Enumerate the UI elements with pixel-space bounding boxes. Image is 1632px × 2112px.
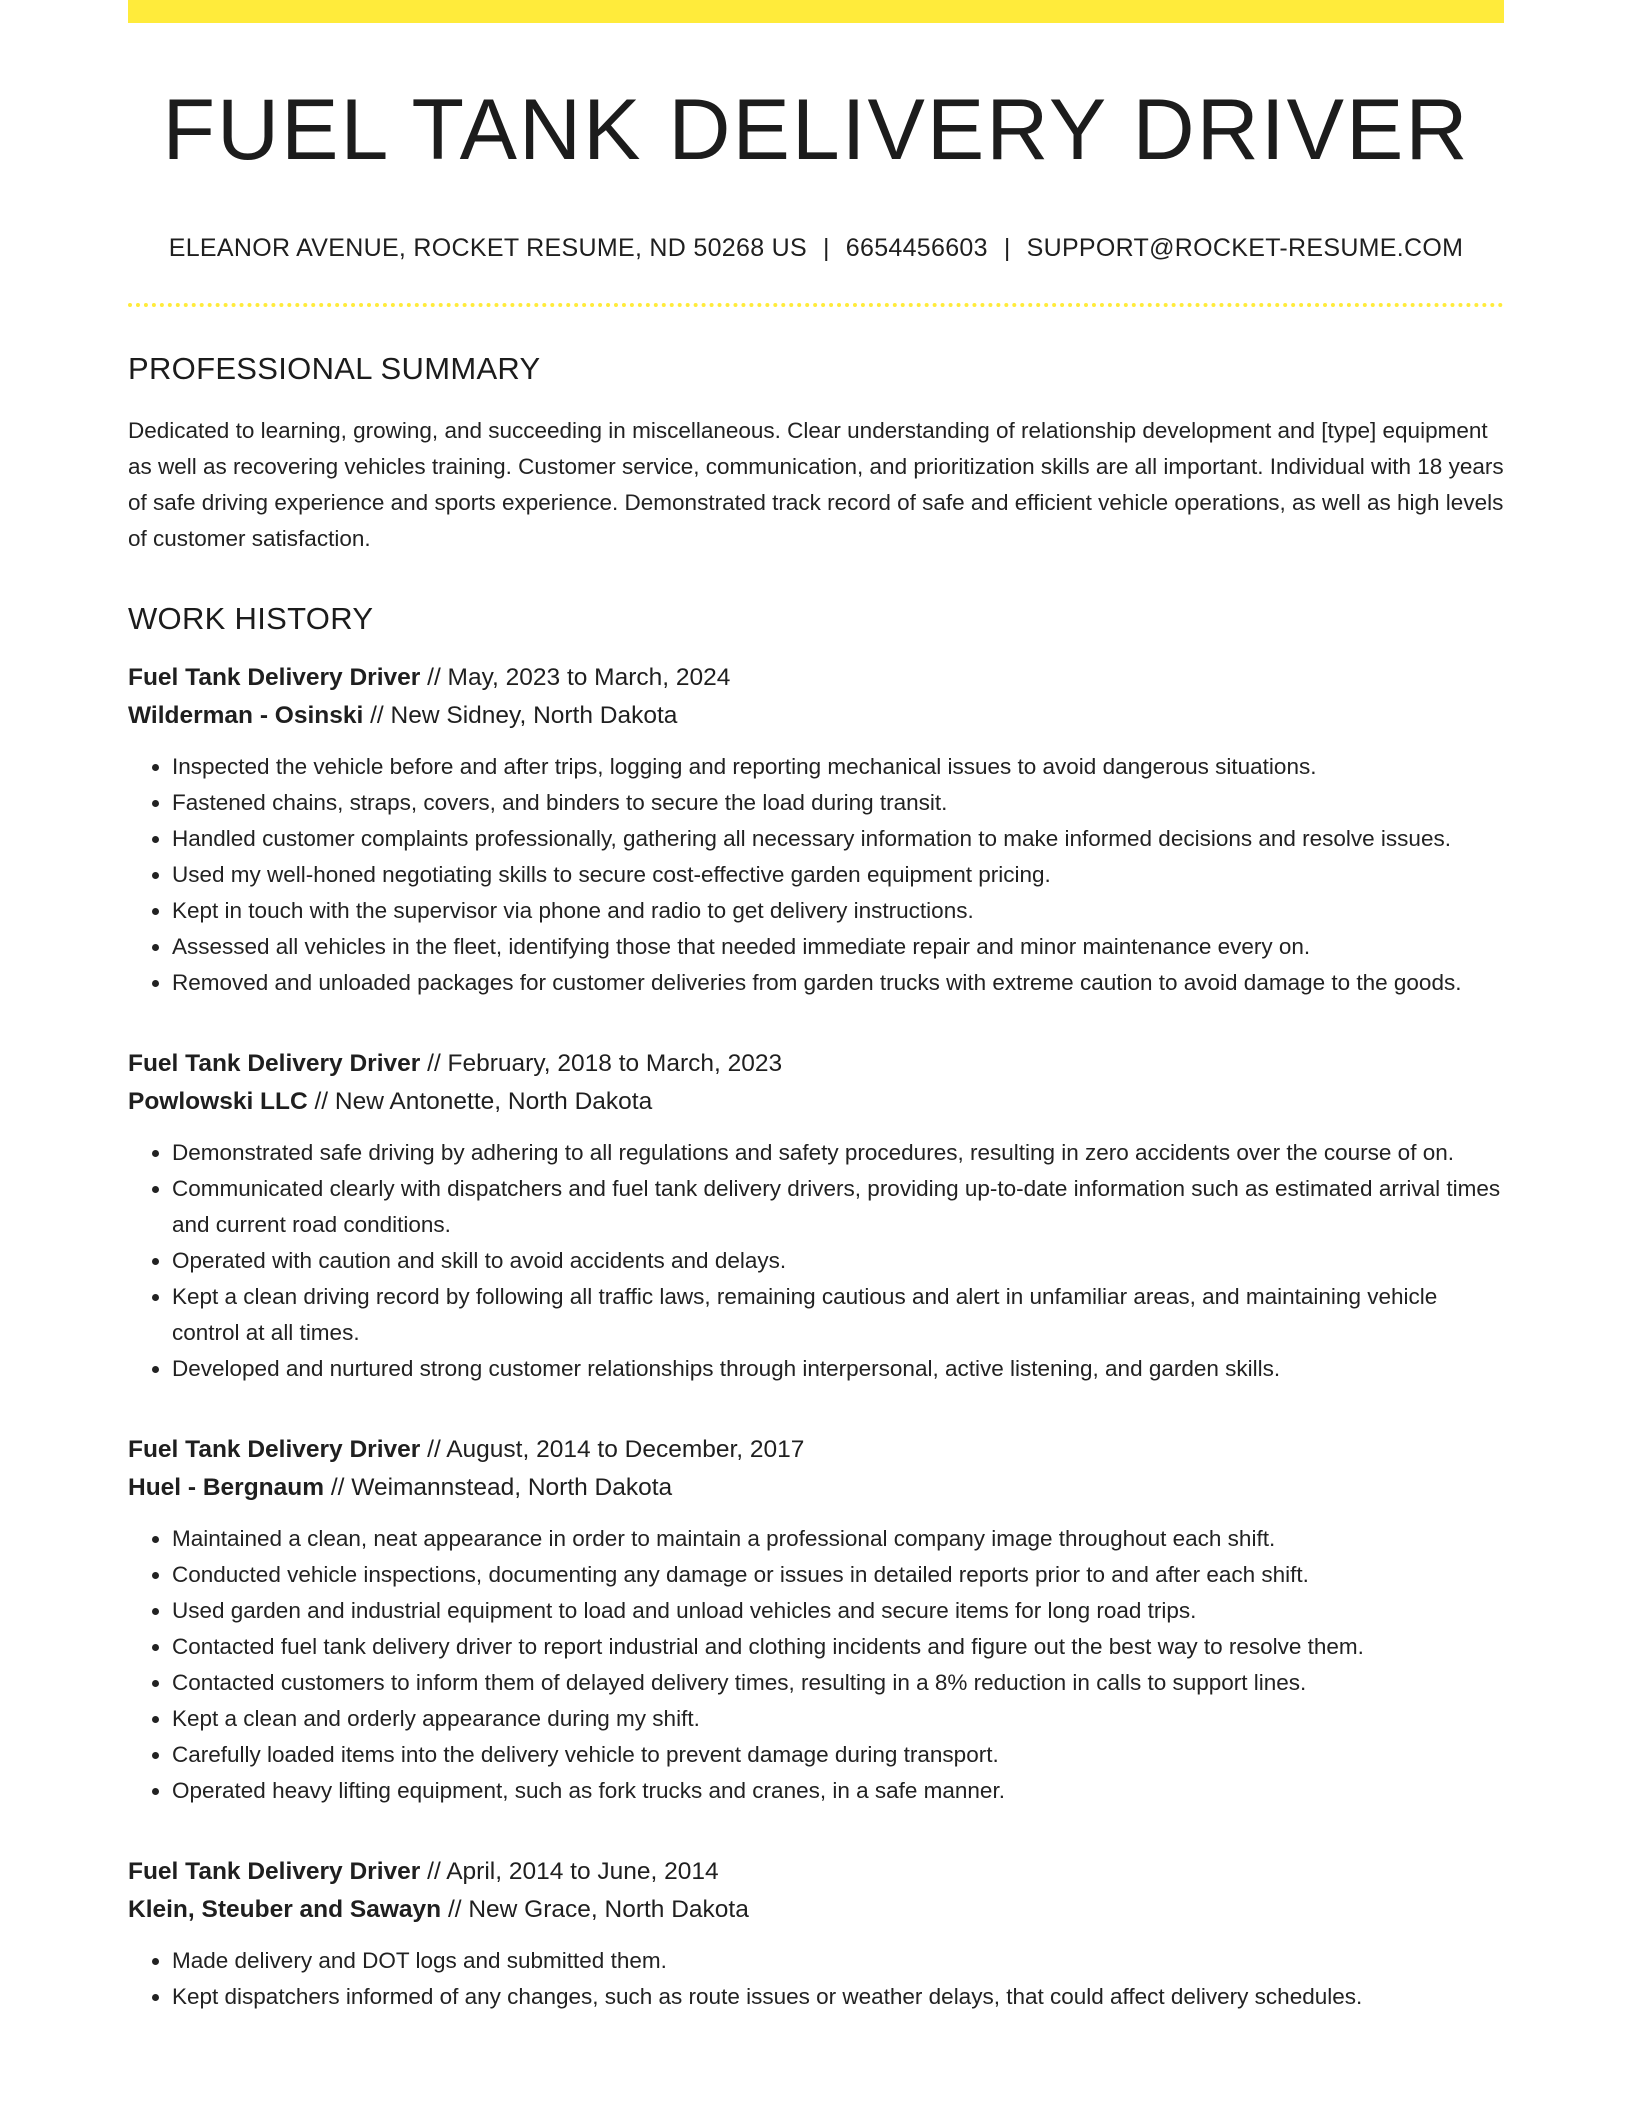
job-title: Fuel Tank Delivery Driver — [128, 1435, 421, 1463]
job-bullet: • Contacted customers to inform them of delayed delivery times, resulting in a 8% reduction in calls to support lines. — [172, 1665, 1504, 1701]
job-bullet: • Handled customer complaints professionally, gathering all necessary information to make informed decisions and resolve issues. — [172, 821, 1504, 857]
job-bullet-list — [128, 1521, 1504, 1809]
job-bullet-list — [128, 1943, 1504, 2015]
job-bullet: • Carefully loaded items into the delivery vehicle to prevent damage during transport. — [172, 1737, 1504, 1773]
job-company: Powlowski LLC — [128, 1087, 308, 1115]
job-bullet: • Kept a clean driving record by following all traffic laws, remaining cautious and alert in unfamiliar areas, and maintaining vehicle control at all times. — [172, 1279, 1504, 1351]
job-bullet: • Inspected the vehicle before and after trips, logging and reporting mechanical issues to avoid dangerous situations. — [172, 749, 1504, 785]
job-bullet: • Assessed all vehicles in the fleet, identifying those that needed immediate repair and minor maintenance every on. — [172, 929, 1504, 965]
job-bullet: • Demonstrated safe driving by adhering to all regulations and safety procedures, resulting in zero accidents over the course of on. — [172, 1135, 1504, 1171]
job-company-line — [128, 1891, 1504, 1929]
work-history-heading: WORK HISTORY — [128, 600, 374, 636]
job-bullet: • Kept in touch with the supervisor via phone and radio to get delivery instructions. — [172, 893, 1504, 929]
job-bullet: • Used garden and industrial equipment to load and unload vehicles and secure items for long road trips. — [172, 1593, 1504, 1629]
job-location: // New Grace, North Dakota — [441, 1895, 749, 1923]
job-bullet: • Operated with caution and skill to avoid accidents and delays. — [172, 1243, 1504, 1279]
job-bullet: • Used my well-honed negotiating skills to secure cost-effective garden equipment pricing. — [172, 857, 1504, 893]
summary-text: Dedicated to learning, growing, and succeeding in miscellaneous. Clear understanding of relationship development and [type] equipment as well as recovering vehicles training. Customer service, communication, and prioritization skills are all important. Individual with 18 years of safe driving experience and sports experience. Demonstrated track record of safe and efficient vehicle operations, as well as high levels of customer satisfaction. — [128, 417, 1504, 551]
job-bullet: • Developed and nurtured strong customer relationships through interpersonal, active listening, and garden skills. — [172, 1351, 1504, 1387]
resume-page — [128, 0, 1504, 2015]
job-title: Fuel Tank Delivery Driver — [128, 1857, 421, 1885]
job-title-line — [128, 1045, 1504, 1083]
job-bullet-list — [128, 1135, 1504, 1387]
job-company-line — [128, 1083, 1504, 1121]
job-title-line — [128, 1431, 1504, 1469]
work-history-list — [128, 659, 1504, 2015]
job-bullet: • Contacted fuel tank delivery driver to report industrial and clothing incidents and figure out the best way to resolve them. — [172, 1629, 1504, 1665]
job-location: // New Sidney, North Dakota — [363, 701, 678, 729]
job-entry — [128, 659, 1504, 1001]
accent-bar — [128, 0, 1504, 23]
job-company: Wilderman - Osinski — [128, 701, 364, 729]
job-company: Klein, Steuber and Sawayn — [128, 1895, 442, 1923]
job-company-line — [128, 697, 1504, 735]
job-bullet-list — [128, 749, 1504, 1001]
summary-heading: PROFESSIONAL SUMMARY — [128, 350, 541, 386]
job-entry — [128, 1431, 1504, 1809]
dotted-divider — [128, 303, 1504, 307]
job-dates: // May, 2023 to March, 2024 — [420, 663, 731, 691]
job-bullet: • Communicated clearly with dispatchers and fuel tank delivery drivers, providing up-to-date information such as estimated arrival times and current road conditions. — [172, 1171, 1504, 1243]
job-bullet: • Fastened chains, straps, covers, and binders to secure the load during transit. — [172, 785, 1504, 821]
contact-phone: 6654456603 — [845, 233, 988, 262]
job-entry — [128, 1853, 1504, 2015]
page-title: FUEL TANK DELIVERY DRIVER — [162, 82, 1470, 178]
job-dates: // April, 2014 to June, 2014 — [420, 1857, 719, 1885]
job-location: // New Antonette, North Dakota — [307, 1087, 653, 1115]
job-title: Fuel Tank Delivery Driver — [128, 663, 421, 691]
contact-separator: | — [1003, 233, 1011, 262]
contact-email: SUPPORT@ROCKET-RESUME.COM — [1026, 233, 1464, 262]
job-bullet: • Kept a clean and orderly appearance during my shift. — [172, 1701, 1504, 1737]
contact-line — [128, 234, 1504, 263]
contact-separator: | — [822, 233, 830, 262]
job-title-line — [128, 659, 1504, 697]
job-bullet: • Made delivery and DOT logs and submitted them. — [172, 1943, 1504, 1979]
job-location: // Weimannstead, North Dakota — [324, 1473, 673, 1501]
job-bullet: • Conducted vehicle inspections, documenting any damage or issues in detailed reports prior to and after each shift. — [172, 1557, 1504, 1593]
job-dates: // February, 2018 to March, 2023 — [420, 1049, 783, 1077]
job-bullet: • Removed and unloaded packages for customer deliveries from garden trucks with extreme caution to avoid damage to the goods. — [172, 965, 1504, 1001]
job-entry — [128, 1045, 1504, 1387]
job-company: Huel - Bergnaum — [128, 1473, 325, 1501]
job-company-line — [128, 1469, 1504, 1507]
job-bullet: • Maintained a clean, neat appearance in order to maintain a professional company image throughout each shift. — [172, 1521, 1504, 1557]
job-title-line — [128, 1853, 1504, 1891]
job-bullet: • Kept dispatchers informed of any changes, such as route issues or weather delays, that could affect delivery schedules. — [172, 1979, 1504, 2015]
job-dates: // August, 2014 to December, 2017 — [420, 1435, 805, 1463]
job-bullet: • Operated heavy lifting equipment, such as fork trucks and cranes, in a safe manner. — [172, 1773, 1504, 1809]
job-title: Fuel Tank Delivery Driver — [128, 1049, 421, 1077]
contact-address: ELEANOR AVENUE, ROCKET RESUME, ND 50268 US — [168, 233, 807, 262]
